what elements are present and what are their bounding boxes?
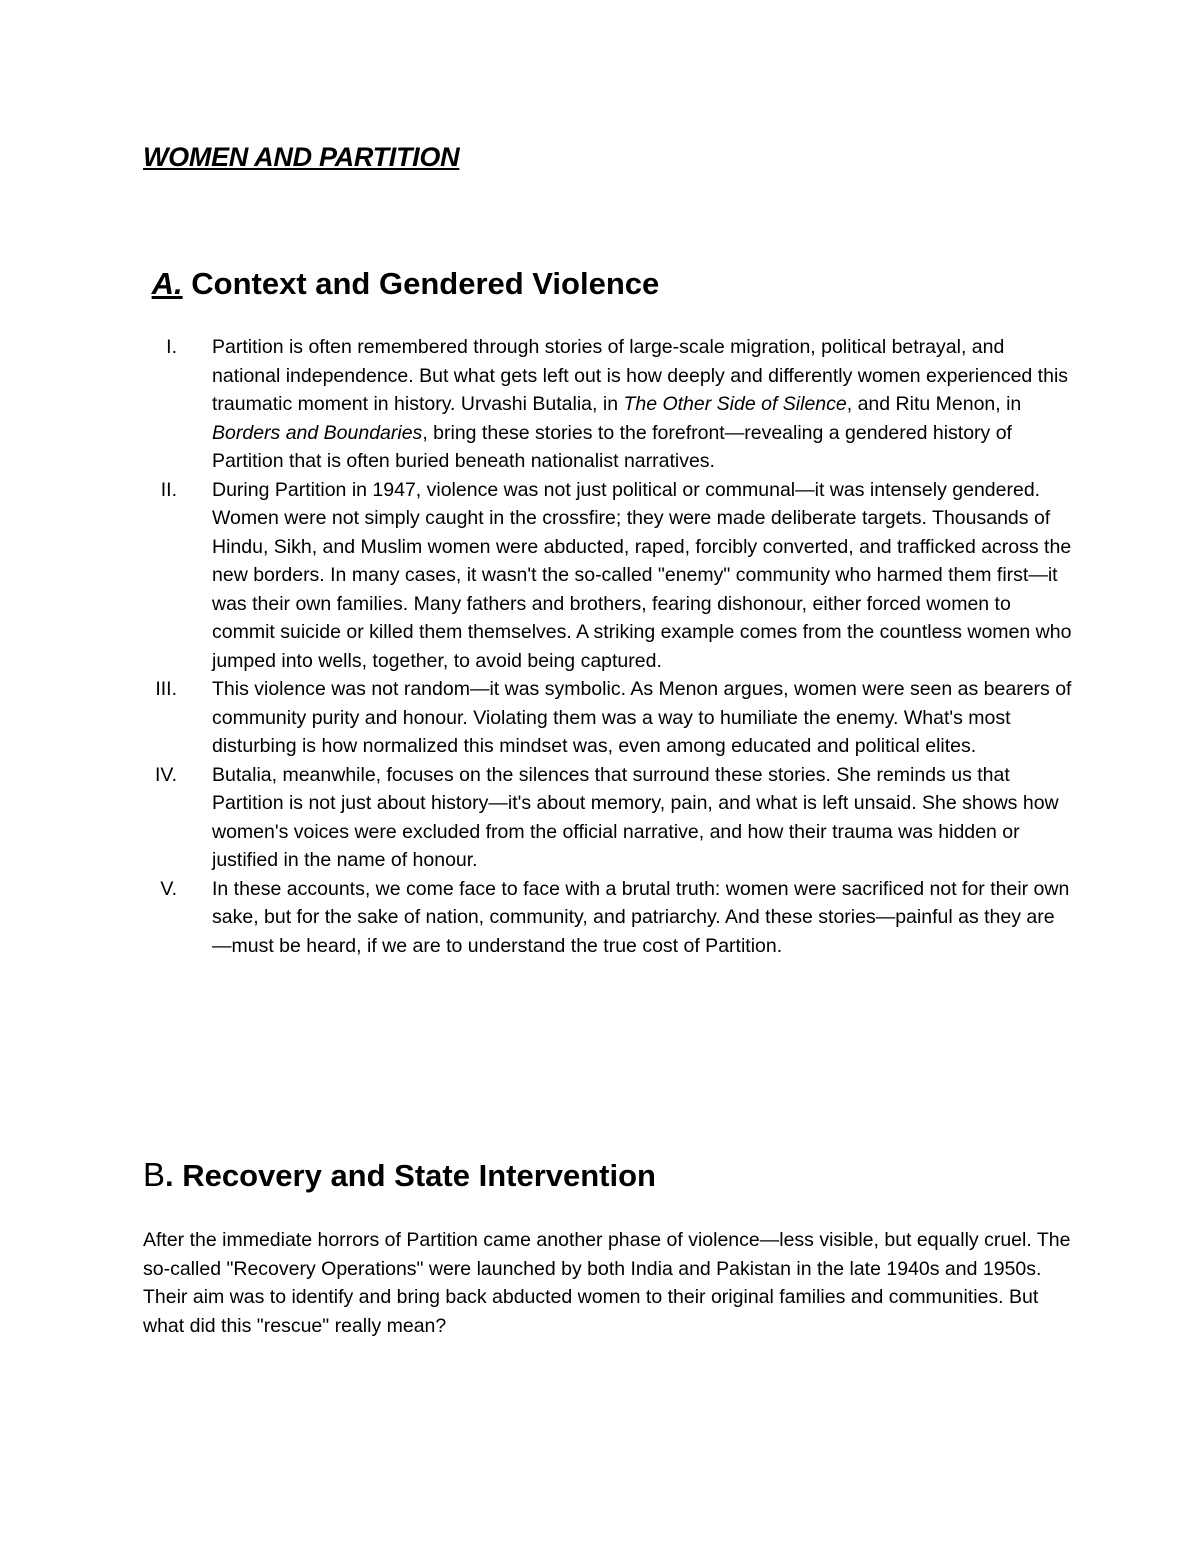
book-title: Borders and Boundaries [212, 421, 423, 444]
section-a-marker: A. [151, 266, 183, 301]
section-a-heading [143, 266, 659, 302]
list-numeral: IV. [154, 763, 177, 786]
list-item [143, 875, 1073, 961]
section-b-title: . Recovery and State Intervention [165, 1158, 656, 1193]
list-item [143, 675, 1073, 761]
section-b-paragraph: After the immediate horrors of Partition came another phase of violence—less visible, but equally cruel. The so-called "Recovery Operations" were launched by both India and Pakistan in the late 1940s and 1950s. Their aim was to identify and bring back abducted women to their original families and communities. But what did this "rescue" really mean? [143, 1229, 1071, 1337]
book-title: The Other Side of Silence [623, 393, 847, 415]
list-text: This violence was not random—it was symbolic. As Menon argues, women were seen as bearers of community purity and honour. Violating them was a way to humiliate the enemy. What's most disturbing is how normalized this mindset was, even among educated and political elites. [212, 678, 1072, 757]
list-numeral: II. [160, 478, 177, 501]
section-a-list [143, 333, 1073, 960]
list-text-part: , and Ritu Menon, in [846, 393, 1022, 415]
section-a-title: Context and Gendered Violence [191, 266, 660, 301]
list-item [143, 333, 1073, 476]
list-text-part: Partition is often remembered through stories of large-scale migration, political betrayal, and national independence. But what gets left out is how deeply and differently women experienced this traumatic moment in history. Urvashi Butalia, in [212, 336, 1069, 415]
list-text: In these accounts, we come face to face with a brutal truth: women were sacrificed not for their own sake, but for the sake of nation, community, and patriarchy. And these stories—painful as they are—must be heard, if we are to understand the true cost of Partition. [212, 877, 1070, 957]
section-b-heading [143, 1156, 656, 1194]
list-text: Butalia, meanwhile, focuses on the silences that surround these stories. She reminds us that Partition is not just about history—it's about memory, pain, and what is left unsaid. She shows how women's voices were excluded from the official narrative, and how their trauma was hidden or justified in the name of honour. [212, 763, 1059, 871]
list-numeral: I. [166, 336, 177, 358]
list-item [143, 476, 1073, 676]
list-numeral: V. [160, 877, 177, 900]
list-numeral: III. [155, 678, 177, 700]
section-b-marker: B [143, 1156, 166, 1193]
document-title: WOMEN AND PARTITION [143, 142, 460, 172]
list-item [143, 761, 1073, 875]
list-text-part: , bring these stories to the forefront—revealing a gendered history of Partition that is often buried beneath nationalist narratives. [212, 421, 1012, 472]
list-text: During Partition in 1947, violence was not just political or communal—it was intensely gendered. Women were not simply caught in the crossfire; they were made deliberate targets. Thousands of Hindu, Sikh, and Muslim women were abducted, raped, forcibly converted, and trafficked across the new borders. In many cases, it wasn't the so-called "enemy" community who harmed them first—it was their own families. Many fathers and brothers, fearing dishonour, either forced women to commit suicide or killed them themselves. A striking example comes from the countless women who jumped into wells, together, to avoid being captured. [212, 478, 1072, 672]
